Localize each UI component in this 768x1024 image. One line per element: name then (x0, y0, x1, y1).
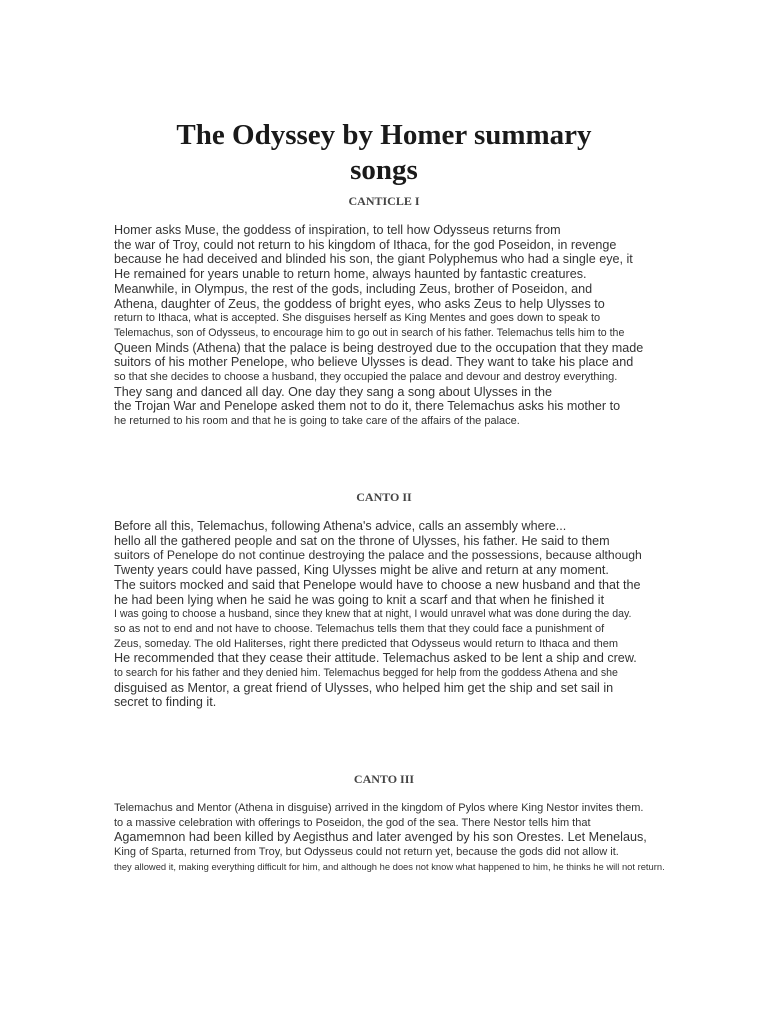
canto-2-line: hello all the gathered people and sat on the throne of Ulysses, his father. He said to them (114, 533, 610, 548)
canto-1-line: Queen Minds (Athena) that the palace is being destroyed due to the occupation that they made (114, 340, 644, 355)
canto-1-line: because he had deceived and blinded his son, the giant Polyphemus who had a single eye, it (114, 252, 633, 267)
canto-2-line: The suitors mocked and said that Penelope would have to choose a new husband and that the (114, 577, 641, 592)
canto-2-line: disguised as Mentor, a great friend of Ulysses, who helped him get the ship and set sail in (114, 680, 614, 695)
canto-2-line: I was going to choose a husband, since they knew that at night, I would unravel what was done during the day. (114, 608, 632, 621)
canto-2-text (114, 519, 694, 710)
canto-3-line: to a massive celebration with offerings to Poseidon, the god of the sea. There Nestor tells him that (114, 816, 591, 829)
canto-1-line: Telemachus, son of Odysseus, to encourage him to go out in search of his father. Telemachus tells him to the (114, 326, 625, 339)
canto-1-line: the Trojan War and Penelope asked them not to do it, there Telemachus asks his mother to (114, 399, 621, 414)
canto-3-line: King of Sparta, returned from Troy, but Odysseus could not return yet, because the gods did not allow it. (114, 846, 619, 859)
canto-3-line: Telemachus and Mentor (Athena in disguise) arrived in the kingdom of Pylos where King Nestor invites them. (114, 802, 644, 814)
page-title (0, 118, 768, 188)
canto-2-heading: CANTO II (356, 490, 412, 504)
canto-2-line: so as not to end and not have to choose. Telemachus tells them that they could face a punishment of (114, 622, 605, 635)
canto-1-line: Athena, daughter of Zeus, the goddess of bright eyes, who asks Zeus to help Ulysses to (114, 296, 605, 311)
canto-1-line: suitors of his mother Penelope, who believe Ulysses is dead. They want to take his place and (114, 355, 634, 370)
canto-1-line: he returned to his room and that he is going to take care of the affairs of the palace. (114, 415, 520, 428)
canto-1-line: They sang and danced all day. One day they sang a song about Ulysses in the (114, 384, 553, 399)
canto-2-line: secret to finding it. (114, 695, 217, 710)
canto-2-line: He recommended that they cease their attitude. Telemachus asked to be lent a ship and crew. (114, 651, 637, 666)
title-line-1: The Odyssey by Homer summary (176, 119, 592, 151)
canto-2-line: Zeus, someday. The old Haliterses, right there predicted that Odysseus would return to Ithaca and them (114, 637, 619, 650)
canto-1-heading: CANTICLE I (348, 194, 420, 208)
canto-1-line: return to Ithaca, what is accepted. She disguises herself as King Mentes and goes down to speak to (114, 312, 601, 325)
canto-1-line: the war of Troy, could not return to his kingdom of Ithaca, for the god Poseidon, in revenge (114, 237, 617, 252)
canto-1-text (114, 223, 694, 429)
canto-3-text (114, 801, 694, 873)
canto-3-line: they allowed it, making everything difficult for him, and although he does not know what happened to him, he thinks he will not return. (114, 860, 665, 872)
canto-2-line: he had been lying when he said he was going to knit a scarf and that when he finished it (114, 592, 605, 607)
canto-2-line: suitors of Penelope do not continue destroying the palace and the possessions, because although (114, 548, 642, 563)
canto-2-line: Twenty years could have passed, King Ulysses might be alive and return at any moment. (114, 563, 609, 578)
canto-1-line: Meanwhile, in Olympus, the rest of the gods, including Zeus, brother of Poseidon, and (114, 281, 593, 296)
canto-3-heading: CANTO III (353, 772, 415, 786)
title-line-2: songs (350, 154, 418, 186)
canto-1-line: Homer asks Muse, the goddess of inspiration, to tell how Odysseus returns from (114, 223, 561, 237)
canto-1-line: so that she decides to choose a husband, they occupied the palace and devour and destroy everything. (114, 371, 618, 384)
canto-3-line: Agamemnon had been killed by Aegisthus and later avenged by his son Orestes. Let Menelaus, (114, 830, 647, 845)
canto-2-line: Before all this, Telemachus, following Athena's advice, calls an assembly where... (114, 519, 567, 533)
canto-2-line: to search for his father and they denied him. Telemachus begged for help from the goddess Athena and she (114, 667, 618, 680)
canto-1-line: He remained for years unable to return home, always haunted by fantastic creatures. (114, 267, 587, 282)
